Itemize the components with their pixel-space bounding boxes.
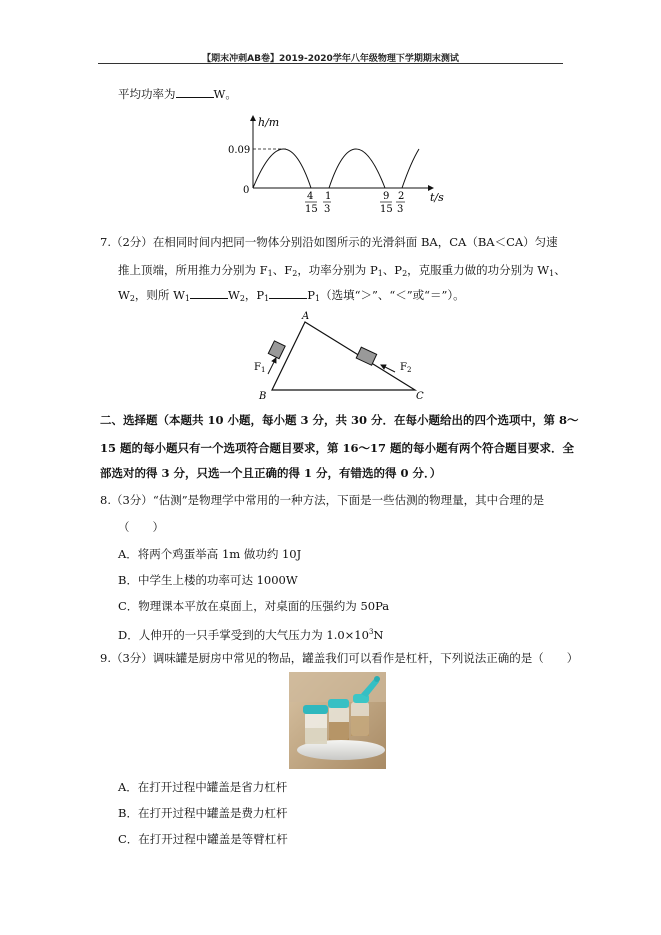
- tick-denominator: 15: [305, 204, 318, 215]
- triangle-outline: [272, 322, 415, 390]
- section2-line-2: 15 题的每小题只有一个选项符合题目要求，第 16～17 题的每小题有两个符合题目要求．全: [100, 441, 575, 455]
- page-header: 【期末冲刺AB卷】2019-2020学年八年级物理下学期期末测试: [202, 54, 459, 64]
- tick-denominator: 3: [324, 204, 331, 215]
- q8-paren: （ ）: [118, 520, 164, 534]
- q8-stem: [100, 492, 544, 508]
- section2-line-3: 部选对的得 3 分，只选一个且正确的得 1 分，有错选的得 0 分．）: [100, 466, 442, 480]
- q7-score: （2分）: [110, 235, 153, 249]
- q9-option-b[interactable]: B．在打开过程中罐盖是费力杠杆: [118, 806, 288, 820]
- q7-number: 7.: [100, 235, 111, 249]
- subscript: 2: [292, 269, 298, 278]
- q7-text: ，P: [244, 288, 265, 302]
- arrow-f1: [268, 358, 276, 374]
- vertex-c-label: C: [416, 391, 424, 400]
- curve-segment-2: [329, 149, 385, 188]
- y-tick-label: 0.09: [228, 145, 251, 156]
- q7-text-1: 在相同时间内把同一物体分别沿如图所示的光滑斜面 BA，CA（BA＜CA）匀速: [152, 235, 558, 249]
- q6-tail: [118, 86, 237, 102]
- superscript: 3: [368, 628, 374, 636]
- q6-prefix: 平均功率为: [118, 87, 176, 101]
- subscript: 1: [264, 294, 270, 303]
- x-tick-2-3: [396, 191, 405, 215]
- q7-line-2: [118, 262, 566, 282]
- q9-stem: [100, 650, 578, 666]
- q7-blank-w[interactable]: [190, 287, 228, 299]
- section2-line-1: 二、选择题（本题共 10 小题，每小题 3 分，共 30 分．在每小题给出的四个选项中，第 8～: [100, 413, 579, 427]
- q8-option-d-text: D．人伸开的一只手掌受到的大气压力为 1.0×10: [118, 628, 369, 642]
- q7-text: 、F: [272, 263, 293, 277]
- q7-line-3: [118, 287, 465, 307]
- label-f1: $F_1$: [254, 362, 266, 374]
- q8-option-b[interactable]: B．中学生上楼的功率可达 1000W: [118, 573, 298, 587]
- q9-number: 9.: [100, 651, 111, 665]
- q7-text: ，功率分别为 P: [297, 263, 378, 277]
- x-axis-label: t/s: [430, 191, 444, 204]
- seasoning-jar-photo: [289, 672, 386, 769]
- q7-text: ，则所 W: [134, 288, 185, 302]
- x-tick-1-3: [323, 191, 331, 215]
- q7-text: （选填“＞”、“＜”或“＝”）。: [320, 288, 465, 302]
- subscript: 1: [315, 294, 321, 303]
- label-f2: $F_2$: [400, 362, 412, 374]
- subscript: 1: [267, 269, 273, 278]
- x-tick-4-15: [305, 191, 318, 215]
- tick-numerator: 2: [398, 191, 405, 202]
- q8-option-d-unit: N: [373, 628, 384, 642]
- q6-blank[interactable]: [176, 86, 214, 98]
- x-tick-9-15: [380, 191, 393, 215]
- q7-line-1: [100, 234, 558, 250]
- q7-blank-p[interactable]: [269, 287, 307, 299]
- y-axis-label: h/m: [258, 116, 280, 129]
- q9-score: （3分）: [110, 651, 153, 665]
- curve-segment-3: [402, 149, 419, 188]
- tick-numerator: 1: [325, 191, 332, 202]
- incline-triangle-diagram: [250, 308, 430, 400]
- subscript: 2: [239, 294, 245, 303]
- q8-text: “估测”是物理学中常用的一种方法，下面是一些估测的物理量，其中合理的是: [152, 493, 545, 507]
- q8-option-a[interactable]: A．将两个鸡蛋举高 1m 做功约 10J: [118, 547, 302, 561]
- q8-option-c[interactable]: C．物理课本平放在桌面上，对桌面的压强约为 50Pa: [118, 599, 390, 613]
- header-rule: [98, 63, 563, 64]
- q7-text: W: [118, 288, 130, 302]
- q7-text: 、: [554, 263, 566, 277]
- q9-option-a[interactable]: A．在打开过程中罐盖是省力杠杆: [118, 780, 288, 794]
- subscript: 1: [184, 294, 190, 303]
- q7-text: P: [307, 288, 316, 302]
- subscript: 2: [129, 294, 135, 303]
- vertex-b-label: B: [259, 391, 267, 400]
- q9-option-c[interactable]: C．在打开过程中罐盖是等臂杠杆: [118, 832, 288, 846]
- q7-text: ，克服重力做的功分别为 W: [407, 263, 550, 277]
- q8-option-d[interactable]: [118, 624, 383, 643]
- subscript: 1: [377, 269, 383, 278]
- subscript: 2: [402, 269, 408, 278]
- q8-score: （3分）: [110, 493, 153, 507]
- q7-text: 、P: [382, 263, 403, 277]
- q8-number: 8.: [100, 493, 111, 507]
- vertex-a-label: A: [302, 311, 310, 322]
- tick-numerator: 4: [307, 191, 314, 202]
- q6-unit: W。: [213, 87, 237, 101]
- q7-text: 推上顶端，所用推力分别为 F: [118, 263, 268, 277]
- tick-numerator: 9: [383, 191, 390, 202]
- curve-segment-1: [253, 149, 311, 188]
- tick-denominator: 3: [397, 204, 404, 215]
- q9-text: 调味罐是厨房中常见的物品，罐盖我们可以看作是杠杆，下列说法正确的是（ ）: [152, 651, 579, 665]
- origin-label: 0: [243, 185, 250, 196]
- subscript: 1: [549, 269, 555, 278]
- q7-text: W: [228, 288, 240, 302]
- tick-denominator: 15: [380, 204, 393, 215]
- height-time-graph: [225, 112, 450, 222]
- block-right: [356, 347, 376, 365]
- block-left: [268, 341, 285, 359]
